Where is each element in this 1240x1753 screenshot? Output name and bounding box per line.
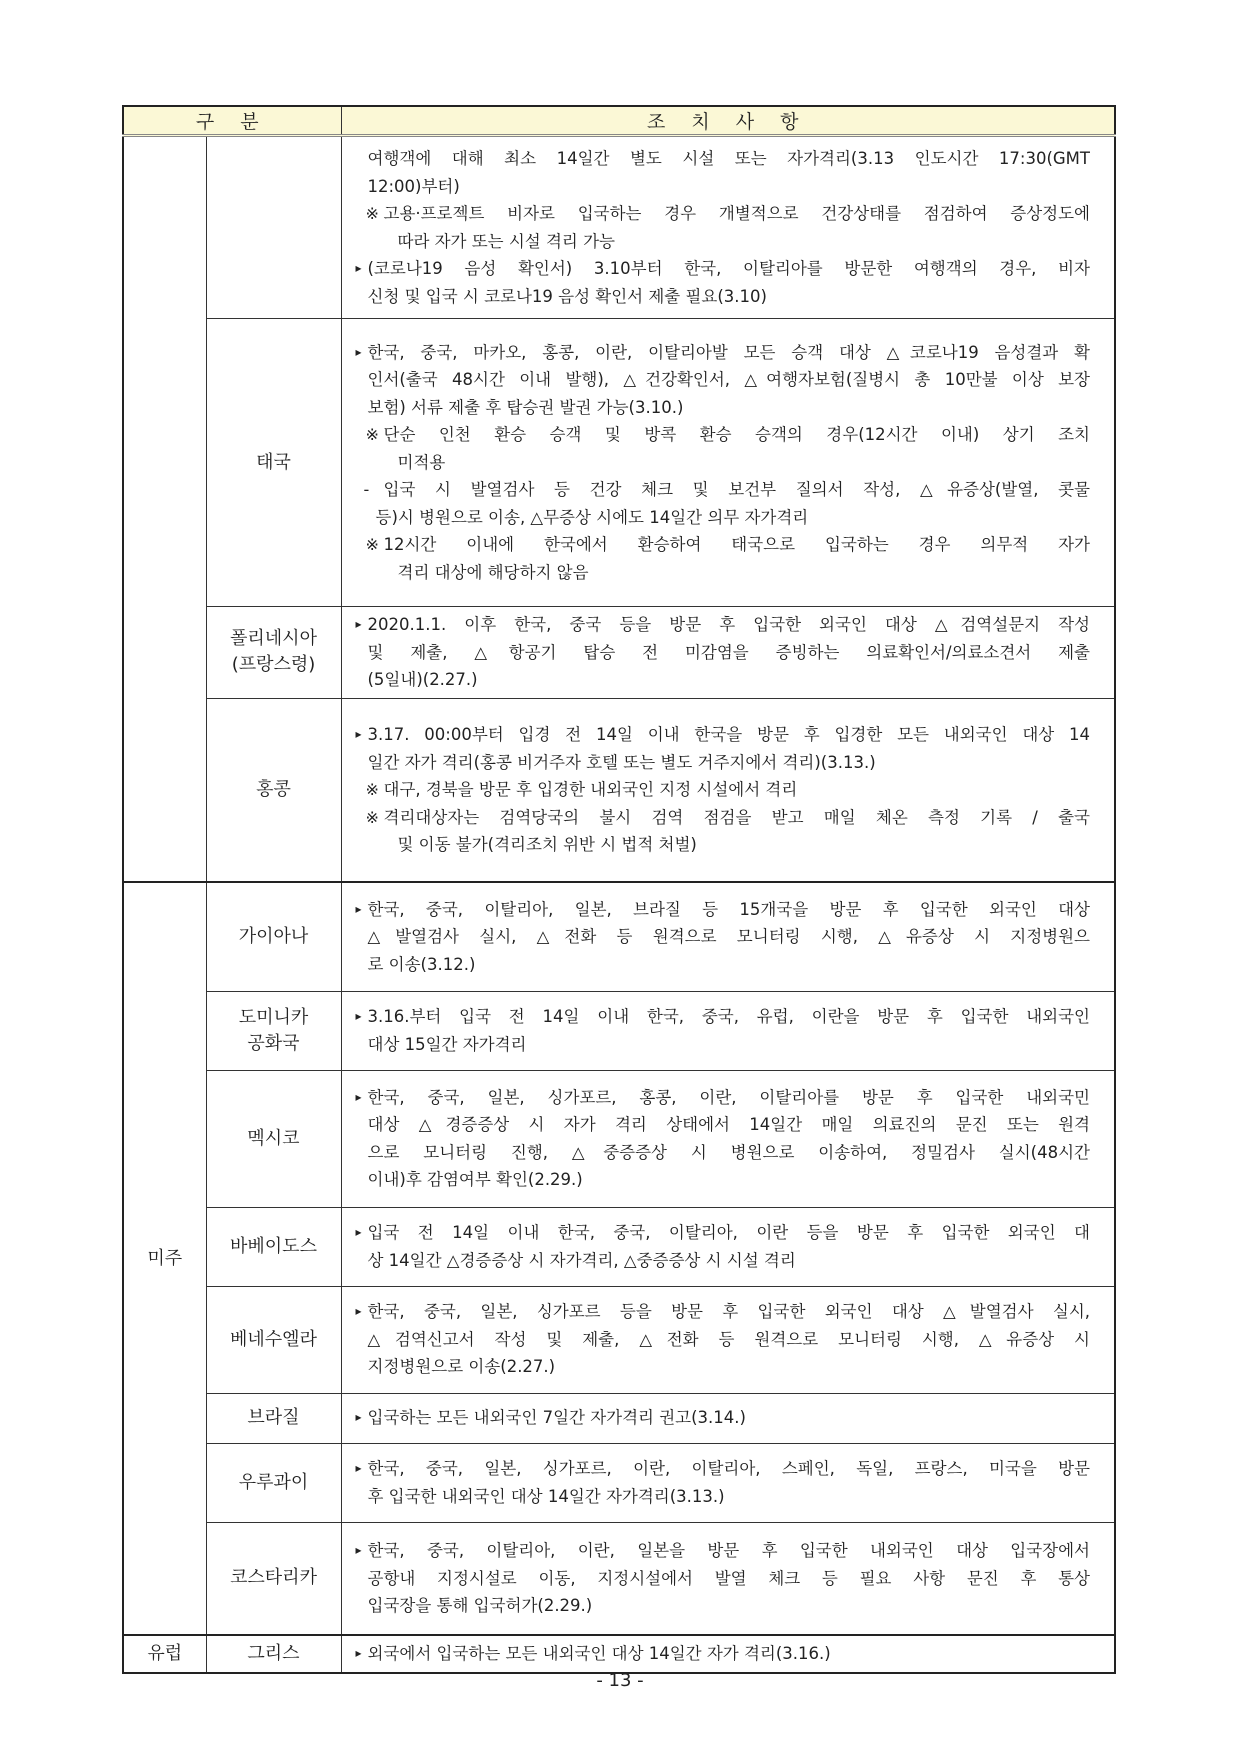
table-row — [123, 698, 1115, 882]
measure-item — [356, 255, 1091, 310]
measure-text-line: 및 이동 불가(격리조치 위반 시 법적 처벌) — [397, 835, 697, 854]
measure-text-line: 12:00)부터) — [367, 176, 460, 196]
measures-cell — [341, 1635, 1115, 1673]
measures-cell — [341, 1286, 1115, 1393]
country-cell — [206, 136, 341, 319]
country-cell: 멕시코 — [206, 1070, 341, 1207]
measure-text-line: 한국, 중국, 마카오, 홍콩, 이란, 이탈리아발 모든 승객 대상 △코로나19 음성결과 확 — [367, 342, 1090, 362]
measure-text-line: 단순 인천 환승 승객 및 방콕 환승 승객의 경우(12시간 이내) 상기 조치 — [383, 425, 1090, 445]
measure-text-line: (코로나19 음성 확인서) 3.10부터 한국, 이탈리아를 방문한 여행객의 경우, 비자 — [367, 259, 1090, 278]
triangle-bullet-icon: ▸ — [355, 617, 362, 631]
measure-text-line: 한국, 중국, 이탈리아, 이란, 일본을 방문 후 입국한 내외국인 대상 입국장에서 — [367, 1541, 1090, 1560]
country-cell: 폴리네시아 (프랑스령) — [206, 607, 341, 699]
measure-text-line: 후 입국한 내외국인 대상 14일간 자가격리(3.13.) — [367, 1486, 725, 1506]
table-row — [123, 319, 1115, 607]
measure-item — [356, 1537, 1091, 1620]
reference-mark-icon: ※ — [365, 204, 379, 223]
country-cell: 태국 — [206, 319, 341, 607]
triangle-bullet-icon: ▸ — [355, 344, 362, 359]
triangle-bullet-icon: ▸ — [355, 1543, 362, 1557]
measures-cell — [341, 1393, 1115, 1443]
triangle-bullet-icon: ▸ — [355, 1304, 362, 1319]
table-row — [123, 607, 1115, 699]
country-cell: 베네수엘라 — [206, 1286, 341, 1393]
reference-mark-icon: ※ — [365, 535, 379, 555]
measure-text-line: 으로 모니터링 진행, △중증증상 시 병원으로 이송하여, 정밀검사 실시(48시간 — [367, 1142, 1090, 1162]
measure-text-line: 입국 시 발열검사 등 건강 체크 및 보건부 질의서 작성, △유증상(발열, 콧물 — [383, 480, 1090, 500]
measures-cell — [341, 607, 1115, 699]
measure-text-line: 외국에서 입국하는 모든 내외국인 대상 14일간 자가 격리(3.16.) — [367, 1644, 831, 1663]
measures-cell — [341, 1522, 1115, 1635]
country-cell: 바베이도스 — [206, 1207, 341, 1286]
measures-cell — [341, 1070, 1115, 1207]
measure-item — [356, 1640, 1091, 1668]
measure-item — [356, 200, 1091, 255]
measure-item — [356, 1298, 1091, 1381]
table-row — [123, 991, 1115, 1070]
measure-item — [356, 804, 1091, 859]
country-cell: 홍콩 — [206, 698, 341, 882]
table-row — [123, 882, 1115, 991]
measure-text-line: 입국 전 14일 이내 한국, 중국, 이탈리아, 이란 등을 방문 후 입국한 외국인 대 — [367, 1223, 1090, 1242]
measure-text-line: 따라 자가 또는 시설 격리 가능 — [397, 231, 615, 251]
quarantine-measures-table — [122, 105, 1116, 1674]
measure-text-line: 로 이송(3.12.) — [367, 954, 476, 974]
measure-item — [356, 531, 1091, 586]
measures-cell — [341, 319, 1115, 607]
region-cell: 유럽 — [123, 1635, 206, 1673]
triangle-bullet-icon: ▸ — [355, 261, 362, 275]
measure-text-line: 일간 자가 격리(홍콩 비거주자 호텔 또는 별도 거주지에서 격리)(3.13.) — [367, 752, 876, 772]
measure-text-line: 인서(출국 48시간 이내 발행), △건강확인서, △여행자보험(질병시 총 10만불 이상 보장 — [367, 370, 1090, 390]
measure-item — [356, 476, 1091, 531]
measure-text-line: 한국, 중국, 일본, 싱가포르, 홍콩, 이란, 이탈리아를 방문 후 입국한 내외국민 — [367, 1087, 1090, 1107]
header-measures: 조 치 사 항 — [341, 106, 1115, 136]
measure-text-line: 대구, 경북을 방문 후 입경한 내외국인 지정 시설에서 격리 — [383, 780, 798, 799]
measure-text-line: △발열검사 실시, △전화 등 원격으로 모니터링 시행, △유증상 시 지정병원으 — [367, 927, 1090, 946]
measure-text-line: 대상 15일간 자가격리 — [367, 1034, 527, 1054]
table-row — [123, 1207, 1115, 1286]
reference-mark-icon: ※ — [365, 425, 379, 445]
measure-item — [356, 1219, 1091, 1274]
table-header-row — [123, 106, 1115, 136]
table-row — [123, 1443, 1115, 1522]
measure-text-line: 미적용 — [397, 452, 446, 472]
measure-text-line: 고용·프로젝트 비자로 입국하는 경우 개별적으로 건강상태를 점검하여 증상정도에 — [383, 204, 1090, 223]
country-cell: 그리스 — [206, 1635, 341, 1673]
measure-text-line: 지정병원으로 이송(2.27.) — [367, 1357, 556, 1377]
measure-item — [356, 776, 1091, 804]
triangle-bullet-icon: ▸ — [355, 727, 362, 741]
measure-text-line: 3.17. 00:00부터 입경 전 14일 이내 한국을 방문 후 입경한 모든 내외국인 대상 14 — [367, 725, 1090, 744]
table-row — [123, 136, 1115, 319]
region-cell: 미주 — [123, 882, 206, 1635]
measure-item — [356, 339, 1091, 422]
triangle-bullet-icon: ▸ — [355, 1009, 362, 1023]
measure-text-line: 상 14일간 △경증증상 시 자가격리, △중증증상 시 시설 격리 — [367, 1250, 796, 1270]
measure-item — [356, 1455, 1091, 1510]
header-category: 구 분 — [123, 106, 341, 136]
dash-bullet: - — [363, 480, 370, 500]
measure-text-line: 한국, 중국, 일본, 싱가포르, 이란, 이탈리아, 스페인, 독일, 프랑스, 미국을 방문 — [367, 1459, 1090, 1478]
measure-item — [356, 145, 1091, 200]
country-cell: 가이아나 — [206, 882, 341, 991]
measure-text-line: △검역신고서 작성 및 제출, △전화 등 원격으로 모니터링 시행, △유증상 시 — [367, 1329, 1090, 1349]
measure-text-line: 대상 △경증증상 시 자가 격리 상태에서 14일간 매일 의료진의 문진 또는 원격 — [367, 1115, 1090, 1134]
measure-text-line: 신청 및 입국 시 코로나19 음성 확인서 제출 필요(3.10) — [367, 286, 767, 306]
table-row — [123, 1522, 1115, 1635]
measures-cell — [341, 698, 1115, 882]
measure-item — [356, 721, 1091, 776]
measure-text-line: (5일내)(2.27.) — [367, 670, 478, 689]
country-cell: 우루과이 — [206, 1443, 341, 1522]
region-cell — [123, 136, 206, 883]
measures-cell — [341, 882, 1115, 991]
measure-text-line: 여행객에 대해 최소 14일간 별도 시설 또는 자가격리(3.13 인도시간 17:30(GMT — [367, 149, 1090, 168]
measure-text-line: 한국, 중국, 이탈리아, 일본, 브라질 등 15개국을 방문 후 입국한 외국인 대상 — [367, 899, 1090, 919]
measure-text-line: 등)시 병원으로 이송, △무증상 시에도 14일간 의무 자가격리 — [375, 507, 809, 527]
measure-text-line: 입국하는 모든 내외국인 7일간 자가격리 권고(3.14.) — [367, 1408, 746, 1428]
country-cell: 코스타리카 — [206, 1522, 341, 1635]
measure-item — [356, 421, 1091, 476]
measures-cell — [341, 1207, 1115, 1286]
triangle-bullet-icon: ▸ — [355, 1461, 362, 1475]
measures-cell — [341, 1443, 1115, 1522]
measure-item — [356, 1404, 1091, 1432]
measure-item — [356, 1084, 1091, 1194]
measure-text-line: 이내)후 감염여부 확인(2.29.) — [367, 1170, 583, 1189]
measure-text-line: 격리대상자는 검역당국의 불시 검역 점검을 받고 매일 체온 측정 기록 / 출국 — [383, 807, 1090, 827]
measure-text-line: 보험) 서류 제출 후 탑승권 발권 가능(3.10.) — [367, 397, 684, 417]
measures-cell — [341, 991, 1115, 1070]
table-row — [123, 1286, 1115, 1393]
measure-text-line: 3.16.부터 입국 전 14일 이내 한국, 중국, 유럽, 이란을 방문 후 입국한 내외국인 — [367, 1007, 1090, 1026]
reference-mark-icon: ※ — [365, 780, 379, 799]
triangle-bullet-icon: ▸ — [355, 1089, 362, 1104]
page-number: - 13 - — [596, 1670, 644, 1691]
measure-item — [356, 611, 1091, 694]
country-cell: 도미니카 공화국 — [206, 991, 341, 1070]
triangle-bullet-icon: ▸ — [355, 901, 362, 916]
table-row — [123, 1393, 1115, 1443]
triangle-bullet-icon: ▸ — [355, 1225, 362, 1239]
table-row — [123, 1070, 1115, 1207]
measure-text-line: 한국, 중국, 일본, 싱가포르 등을 방문 후 입국한 외국인 대상 △발열검사 실시, — [367, 1302, 1090, 1322]
measure-text-line: 12시간 이내에 한국에서 환승하여 태국으로 입국하는 경우 의무적 자가 — [383, 535, 1090, 555]
measure-text-line: 격리 대상에 해당하지 않음 — [397, 562, 589, 582]
reference-mark-icon: ※ — [365, 807, 379, 827]
triangle-bullet-icon: ▸ — [355, 1646, 362, 1660]
table-row — [123, 1635, 1115, 1673]
measure-text-line: 공항내 지정시설로 이동, 지정시설에서 발열 체크 등 필요 사항 문진 후 통상 — [367, 1568, 1090, 1588]
measure-text-line: 2020.1.1. 이후 한국, 중국 등을 방문 후 입국한 외국인 대상 △검역설문지 작성 — [367, 615, 1090, 634]
triangle-bullet-icon: ▸ — [355, 1410, 362, 1425]
measure-text-line: 입국장을 통해 입국허가(2.29.) — [367, 1596, 593, 1615]
measures-cell — [341, 136, 1115, 319]
measure-text-line: 및 제출, △항공기 탑승 전 미감염을 증빙하는 의료확인서/의료소견서 제출 — [367, 642, 1090, 662]
country-cell: 브라질 — [206, 1393, 341, 1443]
measure-item — [356, 896, 1091, 979]
measure-item — [356, 1003, 1091, 1058]
